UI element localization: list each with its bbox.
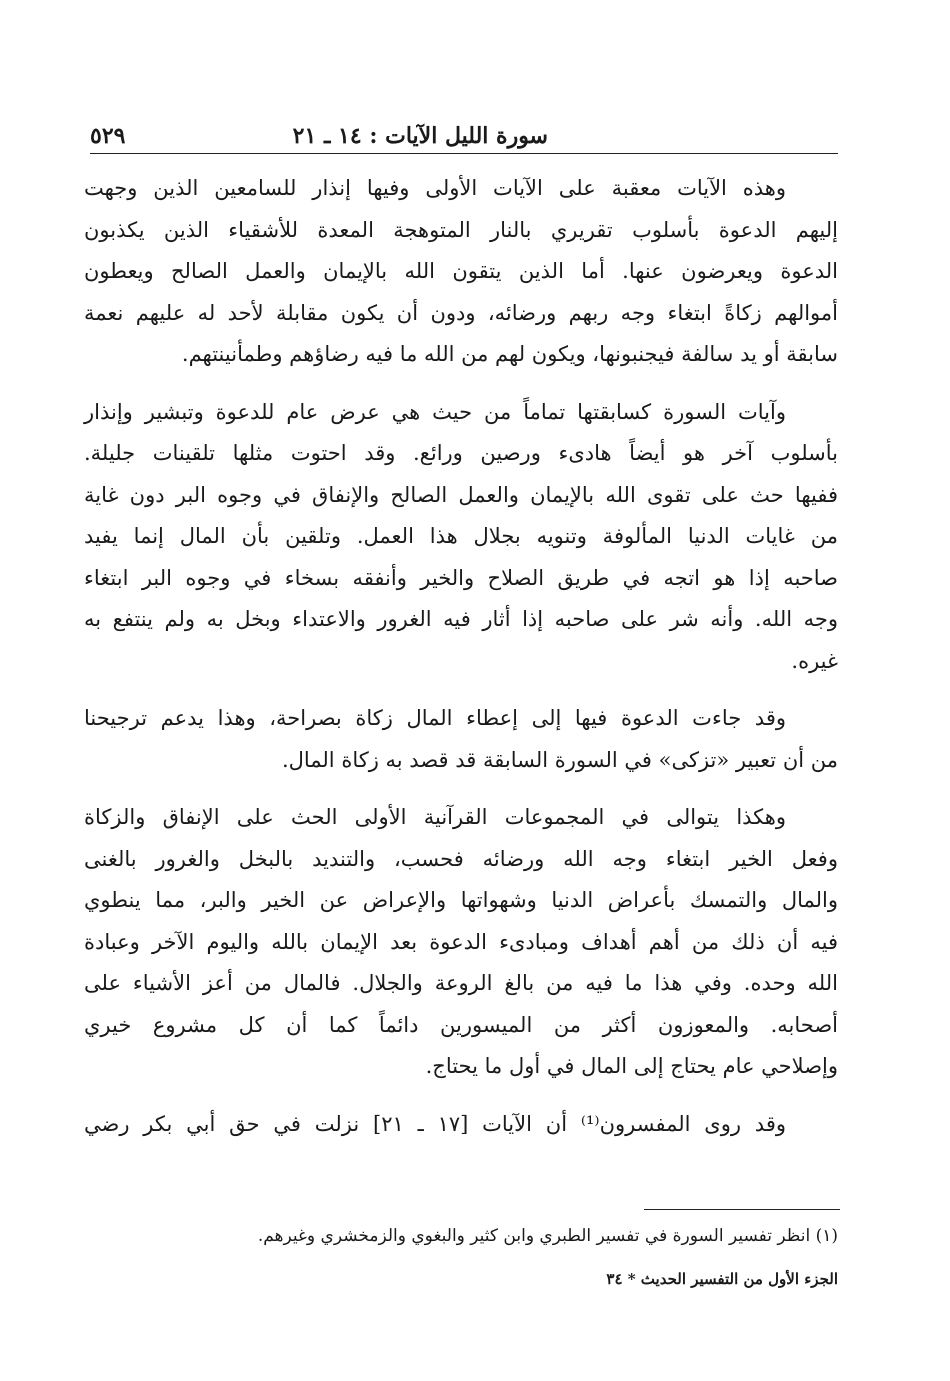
text-line: ففيها حث على تقوى الله بالإيمان والعمل الصالح والإنفاق في وجوه البر دون غاية [84, 482, 838, 507]
text-line: وإصلاحي عام يحتاج إلى المال في أول ما يحتاج. [425, 1054, 838, 1078]
paragraph-3 [84, 698, 838, 781]
header-title: سورة الليل الآيات : ١٤ ـ ٢١ [292, 123, 548, 149]
text-line: وجه الله. وأنه شر على صاحبه إذا أثار فيه الغرور والاعتداء وبخل به ولم ينتفع به [84, 607, 838, 631]
text-line: وهذه الآيات معقبة على الآيات الأولى وفيها إنذار للسامعين الذين وجهت [84, 176, 786, 200]
text-line: الله وحده. وفي هذا ما فيه من بالغ الروعة والجلال. فالمال من أعز الأشياء على [84, 971, 838, 995]
text-line: غيره. [791, 648, 838, 673]
paragraph-1 [84, 168, 838, 376]
text-line: أصحابه. والمعوزون أكثر من الميسورين دائماً كما أن كل مشروع خيري [84, 1012, 838, 1037]
text-line: فيه أن ذلك من أهم أهداف ومبادىء الدعوة بعد الإيمان بالله واليوم الآخر وعبادة [84, 929, 838, 954]
text-line: والمال والتمسك بأعراض الدنيا وشهواتها والإعراض عن الخير والبر، مما ينطوي [84, 888, 838, 912]
text-line: من أن تعبير «تزكى» في السورة السابقة قد قصد به زكاة المال. [281, 747, 838, 772]
text-line: وهكذا يتوالى في المجموعات القرآنية الأولى الحث على الإنفاق والزكاة [84, 805, 786, 829]
text-line: سابقة أو يد سالفة فيجنبونها، ويكون لهم من الله ما فيه رضاؤهم وطمأنينتهم. [181, 342, 838, 366]
text-line: إليهم الدعوة بأسلوب تقريري بالنار المتوهجة المعدة للأشقياء الذين يكذبون [84, 217, 838, 242]
text-line: صاحبه إذا هو اتجه في طريق الصلاح والخير وأنفقه بسخاء في وجوه البر ابتغاء [84, 565, 838, 590]
body-text [84, 168, 838, 1145]
text-line: وفعل الخير ابتغاء وجه الله ورضائه فحسب، والتنديد بالبخل والغرور بالغنى [84, 846, 838, 871]
bottom-signature: الجزء الأول من التفسير الحديث * ٣٤ [606, 1270, 838, 1288]
text-line: وآيات السورة كسابقتها تماماً من حيث هي عرض عام للدعوة وتبشير وإنذار [84, 399, 786, 424]
running-header [90, 110, 838, 154]
text-line: الدعوة ويعرضون عنها. أما الذين يتقون الله بالإيمان والعمل الصالح ويعطون [84, 259, 838, 283]
paragraph-4 [84, 797, 838, 1088]
footnote: (١) انظر تفسير السورة في تفسير الطبري وابن كثير والبغوي والزمخشري وغيرهم. [257, 1226, 838, 1246]
footnote-divider [644, 1209, 840, 1210]
text-line: أموالهم زكاةً ابتغاء وجه ربهم ورضائه، ودون أن يكون مقابلة لأحد له عليهم نعمة [84, 300, 838, 325]
text-line: وقد روى المفسرون⁽¹⁾ أن الآيات [١٧ ـ ٢١] نزلت في حق أبي بكر رضي [84, 1111, 786, 1136]
page-number: ٥٢٩ [90, 123, 126, 149]
paragraph-2 [84, 392, 838, 683]
paragraph-5 [84, 1104, 838, 1146]
text-line: بأسلوب آخر هو أيضاً هادىء ورصين ورائع. وقد احتوت مثلها تلقينات جليلة. [84, 441, 838, 465]
text-line: وقد جاءت الدعوة فيها إلى إعطاء المال زكاة بصراحة، وهذا يدعم ترجيحنا [84, 706, 786, 730]
text-line: من غايات الدنيا المألوفة وتنويه بجلال هذا العمل. وتلقين بأن المال إنما يفيد [84, 524, 838, 548]
